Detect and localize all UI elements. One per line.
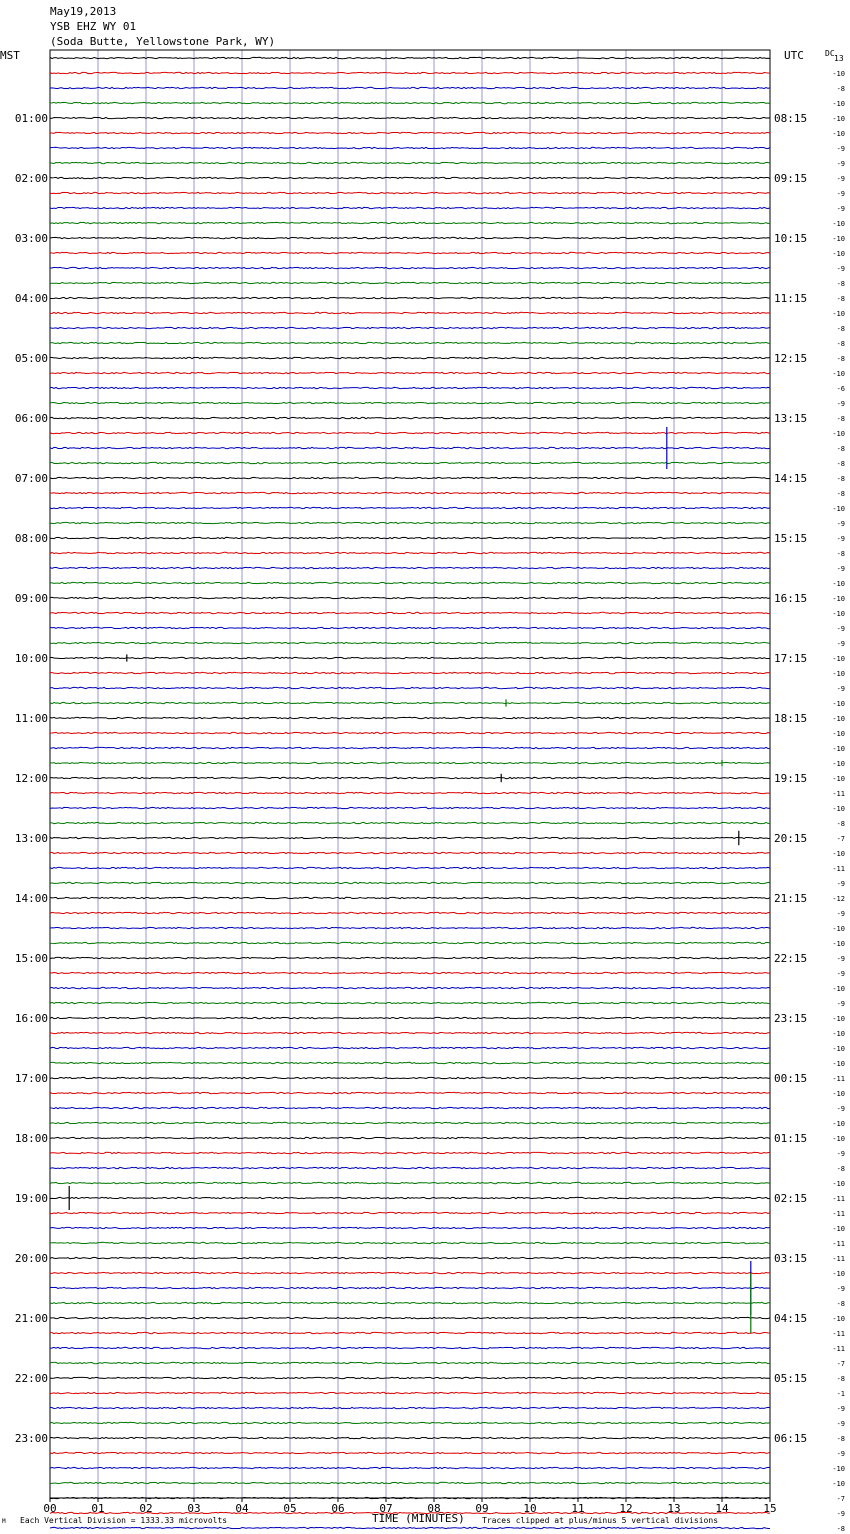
left-hour-label: 11:00 bbox=[14, 712, 48, 725]
dc-offset-label: -9 bbox=[836, 175, 845, 183]
dc-offset-label: -10 bbox=[832, 940, 845, 948]
dc-offset-label: -9 bbox=[836, 535, 845, 543]
station-location: (Soda Butte, Yellowstone Park, WY) bbox=[50, 35, 276, 48]
right-hour-label: 13:15 bbox=[774, 412, 808, 425]
seismic-trace bbox=[50, 372, 770, 373]
dc-offset-label: -8 bbox=[836, 820, 845, 828]
seismic-trace bbox=[50, 537, 770, 538]
dc-offset-label: -10 bbox=[832, 1090, 845, 1098]
seismic-trace bbox=[50, 447, 770, 448]
dc-offset-label: -10 bbox=[832, 430, 845, 438]
dc-offset-label: -8 bbox=[836, 1300, 845, 1308]
left-hour-label: 21:00 bbox=[14, 1312, 48, 1325]
seismic-trace bbox=[50, 837, 770, 838]
station-channel: YSB EHZ WY 01 bbox=[50, 20, 137, 33]
seismic-trace bbox=[50, 717, 770, 718]
left-hour-label: 03:00 bbox=[14, 232, 48, 245]
dc-offset-label: -9 bbox=[836, 1150, 845, 1158]
left-hour-label: 14:00 bbox=[14, 892, 48, 905]
dc-offset-label: -9 bbox=[836, 1510, 845, 1518]
dc-offset-label: -10 bbox=[832, 310, 845, 318]
dc-offset-label: -10 bbox=[832, 130, 845, 138]
left-hour-label: 12:00 bbox=[14, 772, 48, 785]
right-hour-label: 08:15 bbox=[774, 112, 808, 125]
right-hour-label: 16:15 bbox=[774, 592, 808, 605]
plot-date: May19,2013 bbox=[50, 5, 117, 18]
seismic-trace bbox=[50, 312, 770, 313]
seismic-trace bbox=[50, 867, 770, 868]
seismic-trace bbox=[50, 522, 770, 523]
dc-offset-label: -9 bbox=[836, 400, 845, 408]
right-hour-label: 09:15 bbox=[774, 172, 808, 185]
seismic-trace bbox=[50, 882, 770, 883]
seismic-trace bbox=[50, 102, 770, 103]
right-hour-label: 14:15 bbox=[774, 472, 808, 485]
x-tick-label: 01 bbox=[91, 1502, 105, 1515]
seismic-trace bbox=[50, 627, 770, 628]
seismic-trace bbox=[50, 492, 770, 493]
dc-offset-label: -9 bbox=[836, 1285, 845, 1293]
seismic-trace bbox=[50, 942, 770, 943]
seismic-trace bbox=[50, 192, 770, 193]
dc-offset-label: -8 bbox=[836, 85, 845, 93]
left-hour-label: 16:00 bbox=[14, 1012, 48, 1025]
seismic-trace bbox=[50, 702, 770, 703]
seismic-trace bbox=[50, 1017, 770, 1018]
dc-offset-label: -8 bbox=[836, 490, 845, 498]
seismic-trace bbox=[50, 687, 770, 688]
dc-offset-label: -10 bbox=[832, 655, 845, 663]
dc-offset-label: -8 bbox=[836, 355, 845, 363]
dc-offset-label: -8 bbox=[836, 1435, 845, 1443]
seismic-trace bbox=[50, 1137, 770, 1138]
seismic-trace bbox=[50, 1527, 770, 1528]
seismic-trace bbox=[50, 1392, 770, 1393]
x-tick-label: 03 bbox=[187, 1502, 201, 1515]
left-hour-label: 17:00 bbox=[14, 1072, 48, 1085]
dc-offset-label: -11 bbox=[832, 1075, 845, 1083]
dc-offset-label: -10 bbox=[832, 70, 845, 78]
seismic-trace bbox=[50, 762, 770, 763]
seismic-trace bbox=[50, 1152, 770, 1153]
dc-offset-label: -9 bbox=[836, 520, 845, 528]
seismic-trace bbox=[50, 912, 770, 913]
dc-offset-label: -1 bbox=[836, 1390, 845, 1398]
dc-offset-label: -9 bbox=[836, 1405, 845, 1413]
right-hour-label: 02:15 bbox=[774, 1192, 808, 1205]
seismic-trace bbox=[50, 1167, 770, 1168]
seismic-trace bbox=[50, 957, 770, 958]
seismic-trace bbox=[50, 87, 770, 88]
seismic-trace bbox=[50, 732, 770, 733]
x-tick-label: 04 bbox=[235, 1502, 249, 1515]
x-tick-label: 02 bbox=[139, 1502, 153, 1515]
seismic-trace bbox=[50, 597, 770, 598]
x-tick-label: 00 bbox=[43, 1502, 57, 1515]
seismic-trace bbox=[50, 1002, 770, 1003]
seismic-trace bbox=[50, 1482, 770, 1483]
right-hour-label: 15:15 bbox=[774, 532, 808, 545]
right-hour-label: 01:15 bbox=[774, 1132, 808, 1145]
left-hour-label: 06:00 bbox=[14, 412, 48, 425]
seismic-trace bbox=[50, 552, 770, 553]
seismic-trace bbox=[50, 267, 770, 268]
dc-offset-label: -8 bbox=[836, 415, 845, 423]
dc-offset-label: -8 bbox=[836, 1525, 845, 1533]
dc-offset-label: -8 bbox=[836, 280, 845, 288]
right-hour-label: 10:15 bbox=[774, 232, 808, 245]
seismic-trace bbox=[50, 132, 770, 133]
dc-offset-label: -8 bbox=[836, 550, 845, 558]
right-hour-label: 00:15 bbox=[774, 1072, 808, 1085]
seismic-trace bbox=[50, 507, 770, 508]
dc-offset-label: -10 bbox=[832, 115, 845, 123]
seismic-trace bbox=[50, 927, 770, 928]
right-hour-label: 20:15 bbox=[774, 832, 808, 845]
dc-offset-label: -10 bbox=[832, 610, 845, 618]
left-hour-label: 22:00 bbox=[14, 1372, 48, 1385]
seismic-trace bbox=[50, 477, 770, 478]
seismic-trace bbox=[50, 207, 770, 208]
left-hour-label: 23:00 bbox=[14, 1432, 48, 1445]
seismic-trace bbox=[50, 1107, 770, 1108]
seismic-trace bbox=[50, 822, 770, 823]
dc-offset-label: -10 bbox=[832, 715, 845, 723]
dc-offset-label: -12 bbox=[832, 895, 845, 903]
seismic-trace bbox=[50, 1197, 770, 1198]
seismic-trace bbox=[50, 1377, 770, 1378]
left-hour-label: 08:00 bbox=[14, 532, 48, 545]
x-tick-label: 08 bbox=[427, 1502, 441, 1515]
seismic-trace bbox=[50, 357, 770, 358]
dc-offset-label: -9 bbox=[836, 160, 845, 168]
dc-offset-label: -10 bbox=[832, 580, 845, 588]
right-hour-label: 23:15 bbox=[774, 1012, 808, 1025]
seismic-trace bbox=[50, 177, 770, 178]
dc-offset-label: -11 bbox=[832, 865, 845, 873]
seismic-trace bbox=[50, 567, 770, 568]
x-tick-label: 15 bbox=[763, 1502, 777, 1515]
x-tick-label: 07 bbox=[379, 1502, 393, 1515]
dc-offset-label: -9 bbox=[836, 265, 845, 273]
seismic-trace bbox=[50, 342, 770, 343]
left-hour-label: 13:00 bbox=[14, 832, 48, 845]
right-hour-label: 19:15 bbox=[774, 772, 808, 785]
seismic-trace bbox=[50, 387, 770, 388]
seismic-trace bbox=[50, 1092, 770, 1093]
seismic-trace bbox=[50, 1452, 770, 1453]
dc-offset-label: -7 bbox=[836, 1495, 845, 1503]
seismic-trace bbox=[50, 657, 770, 658]
right-hour-label: 11:15 bbox=[774, 292, 808, 305]
right-hour-label: 18:15 bbox=[774, 712, 808, 725]
dc-offset-label: -9 bbox=[836, 1105, 845, 1113]
right-hour-label: 12:15 bbox=[774, 352, 808, 365]
seismic-trace bbox=[50, 162, 770, 163]
clip-note: Traces clipped at plus/minus 5 vertical divisions bbox=[482, 1516, 719, 1525]
dc-offset-label: -10 bbox=[832, 1270, 845, 1278]
seismic-trace bbox=[50, 642, 770, 643]
seismic-trace bbox=[50, 417, 770, 418]
seismic-trace bbox=[50, 1287, 770, 1288]
dc-offset-label: -10 bbox=[832, 730, 845, 738]
dc-offset-label: -10 bbox=[832, 505, 845, 513]
seismic-trace bbox=[50, 792, 770, 793]
dc-offset-label: -9 bbox=[836, 685, 845, 693]
dc-offset-label: -10 bbox=[832, 1465, 845, 1473]
dc-offset-header: DC bbox=[825, 49, 835, 58]
dc-offset-label: -10 bbox=[832, 1480, 845, 1488]
left-hour-label: 09:00 bbox=[14, 592, 48, 605]
right-timezone-label: UTC bbox=[784, 49, 804, 62]
dc-offset-label: -8 bbox=[836, 1375, 845, 1383]
dc-offset-label: -8 bbox=[836, 325, 845, 333]
seismic-trace bbox=[50, 1257, 770, 1258]
seismic-trace bbox=[50, 1227, 770, 1228]
x-axis-title: TIME (MINUTES) bbox=[372, 1512, 465, 1525]
dc-offset-label: -8 bbox=[836, 1165, 845, 1173]
seismic-trace bbox=[50, 1047, 770, 1048]
seismic-trace bbox=[50, 1332, 770, 1333]
dc-offset-label: -10 bbox=[832, 925, 845, 933]
x-tick-label: 05 bbox=[283, 1502, 297, 1515]
seismic-trace bbox=[50, 1212, 770, 1213]
x-tick-label: 14 bbox=[715, 1502, 729, 1515]
left-hour-label: 10:00 bbox=[14, 652, 48, 665]
dc-offset-label: -9 bbox=[836, 625, 845, 633]
seismic-trace bbox=[50, 147, 770, 148]
dc-offset-label: -10 bbox=[832, 850, 845, 858]
dc-offset-label: -10 bbox=[832, 670, 845, 678]
seismic-trace bbox=[50, 777, 770, 778]
left-hour-label: 05:00 bbox=[14, 352, 48, 365]
seismic-trace bbox=[50, 1182, 770, 1183]
dc-offset-label: -10 bbox=[832, 700, 845, 708]
dc-offset-label: -10 bbox=[832, 1060, 845, 1068]
seismic-trace bbox=[50, 432, 770, 433]
dc-offset-label: -10 bbox=[832, 1030, 845, 1038]
dc-offset-label: -9 bbox=[836, 190, 845, 198]
dc-offset-label: -11 bbox=[832, 1330, 845, 1338]
dc-offset-label: -8 bbox=[836, 460, 845, 468]
seismic-trace bbox=[50, 747, 770, 748]
dc-offset-label: -10 bbox=[832, 1135, 845, 1143]
dc-offset-label: -8 bbox=[836, 445, 845, 453]
dc-offset-label: -7 bbox=[836, 1360, 845, 1368]
seismic-trace bbox=[50, 402, 770, 403]
seismic-trace bbox=[50, 297, 770, 298]
left-hour-label: 02:00 bbox=[14, 172, 48, 185]
dc-offset-label: -8 bbox=[836, 475, 845, 483]
dc-offset-label: -10 bbox=[832, 595, 845, 603]
right-hour-label: 05:15 bbox=[774, 1372, 808, 1385]
dc-offset-label: -11 bbox=[832, 1255, 845, 1263]
seismic-trace bbox=[50, 1242, 770, 1243]
dc-offset-label: -9 bbox=[836, 1000, 845, 1008]
seismic-trace bbox=[50, 897, 770, 898]
seismic-trace bbox=[50, 1362, 770, 1363]
dc-offset-label: -10 bbox=[832, 1015, 845, 1023]
seismic-trace bbox=[50, 1302, 770, 1303]
seismic-trace bbox=[50, 1422, 770, 1423]
x-tick-label: 13 bbox=[667, 1502, 681, 1515]
dc-offset-label: -9 bbox=[836, 145, 845, 153]
seismic-trace bbox=[50, 1077, 770, 1078]
right-hour-label: 04:15 bbox=[774, 1312, 808, 1325]
seismic-trace bbox=[50, 252, 770, 253]
seismic-trace bbox=[50, 237, 770, 238]
seismic-trace bbox=[50, 1347, 770, 1348]
seismic-trace bbox=[50, 462, 770, 463]
seismic-trace bbox=[50, 807, 770, 808]
dc-offset-label: -10 bbox=[832, 1045, 845, 1053]
left-timezone-label: MST bbox=[0, 49, 20, 62]
dc-offset-label: -11 bbox=[832, 790, 845, 798]
seismic-trace bbox=[50, 1122, 770, 1123]
left-hour-label: 18:00 bbox=[14, 1132, 48, 1145]
right-hour-label: 03:15 bbox=[774, 1252, 808, 1265]
seismic-trace bbox=[50, 987, 770, 988]
seismic-trace bbox=[50, 72, 770, 73]
dc-offset-label: -10 bbox=[832, 1225, 845, 1233]
plot-frame bbox=[50, 50, 770, 1498]
x-tick-label: 09 bbox=[475, 1502, 489, 1515]
dc-offset-label: -11 bbox=[832, 1210, 845, 1218]
dc-offset-label: -8 bbox=[836, 340, 845, 348]
seismic-trace bbox=[50, 222, 770, 223]
seismic-trace bbox=[50, 1317, 770, 1318]
right-hour-label: 21:15 bbox=[774, 892, 808, 905]
seismic-trace bbox=[50, 327, 770, 328]
right-hour-label: 06:15 bbox=[774, 1432, 808, 1445]
dc-offset-label: -9 bbox=[836, 640, 845, 648]
dc-offset-label: -10 bbox=[832, 1180, 845, 1188]
seismic-trace bbox=[50, 852, 770, 853]
dc-offset-label: -7 bbox=[836, 835, 845, 843]
seismic-trace bbox=[50, 612, 770, 613]
dc-offset-label: -10 bbox=[832, 1120, 845, 1128]
x-tick-label: 12 bbox=[619, 1502, 633, 1515]
seismic-trace bbox=[50, 672, 770, 673]
dc-offset-label: -9 bbox=[836, 1450, 845, 1458]
left-hour-label: 07:00 bbox=[14, 472, 48, 485]
dc-offset-top-value: 13 bbox=[834, 54, 844, 63]
dc-offset-label: -10 bbox=[832, 220, 845, 228]
dc-offset-label: -11 bbox=[832, 1195, 845, 1203]
seismic-trace bbox=[50, 582, 770, 583]
seismic-trace bbox=[50, 1407, 770, 1408]
corner-mark: M bbox=[2, 1518, 6, 1525]
dc-offset-label: -9 bbox=[836, 205, 845, 213]
dc-offset-label: -11 bbox=[832, 1240, 845, 1248]
dc-offset-label: -8 bbox=[836, 295, 845, 303]
seismic-trace bbox=[50, 1032, 770, 1033]
seismic-trace bbox=[50, 282, 770, 283]
dc-offset-label: -10 bbox=[832, 805, 845, 813]
dc-offset-label: -10 bbox=[832, 745, 845, 753]
left-hour-label: 20:00 bbox=[14, 1252, 48, 1265]
dc-offset-label: -10 bbox=[832, 235, 845, 243]
x-tick-label: 06 bbox=[331, 1502, 345, 1515]
dc-offset-label: -10 bbox=[832, 1315, 845, 1323]
dc-offset-label: -9 bbox=[836, 1420, 845, 1428]
dc-offset-label: -10 bbox=[832, 250, 845, 258]
dc-offset-label: -10 bbox=[832, 775, 845, 783]
dc-offset-label: -9 bbox=[836, 955, 845, 963]
dc-offset-label: -6 bbox=[836, 385, 845, 393]
seismic-trace bbox=[50, 1437, 770, 1438]
right-hour-label: 17:15 bbox=[774, 652, 808, 665]
right-hour-label: 22:15 bbox=[774, 952, 808, 965]
x-tick-label: 11 bbox=[571, 1502, 585, 1515]
dc-offset-label: -10 bbox=[832, 985, 845, 993]
dc-offset-label: -10 bbox=[832, 100, 845, 108]
dc-offset-label: -10 bbox=[832, 760, 845, 768]
seismic-trace bbox=[50, 972, 770, 973]
seismic-trace bbox=[50, 117, 770, 118]
dc-offset-label: -9 bbox=[836, 880, 845, 888]
dc-offset-label: -11 bbox=[832, 1345, 845, 1353]
dc-offset-label: -9 bbox=[836, 565, 845, 573]
dc-offset-label: -9 bbox=[836, 970, 845, 978]
seismic-trace bbox=[50, 1272, 770, 1273]
left-hour-label: 04:00 bbox=[14, 292, 48, 305]
dc-offset-label: -10 bbox=[832, 370, 845, 378]
seismic-trace bbox=[50, 1062, 770, 1063]
scale-note: Each Vertical Division = 1333.33 microvolts bbox=[20, 1516, 228, 1525]
dc-offset-label: -9 bbox=[836, 910, 845, 918]
left-hour-label: 19:00 bbox=[14, 1192, 48, 1205]
left-hour-label: 15:00 bbox=[14, 952, 48, 965]
seismic-trace bbox=[50, 57, 770, 58]
seismic-trace bbox=[50, 1467, 770, 1468]
x-tick-label: 10 bbox=[523, 1502, 537, 1515]
left-hour-label: 01:00 bbox=[14, 112, 48, 125]
